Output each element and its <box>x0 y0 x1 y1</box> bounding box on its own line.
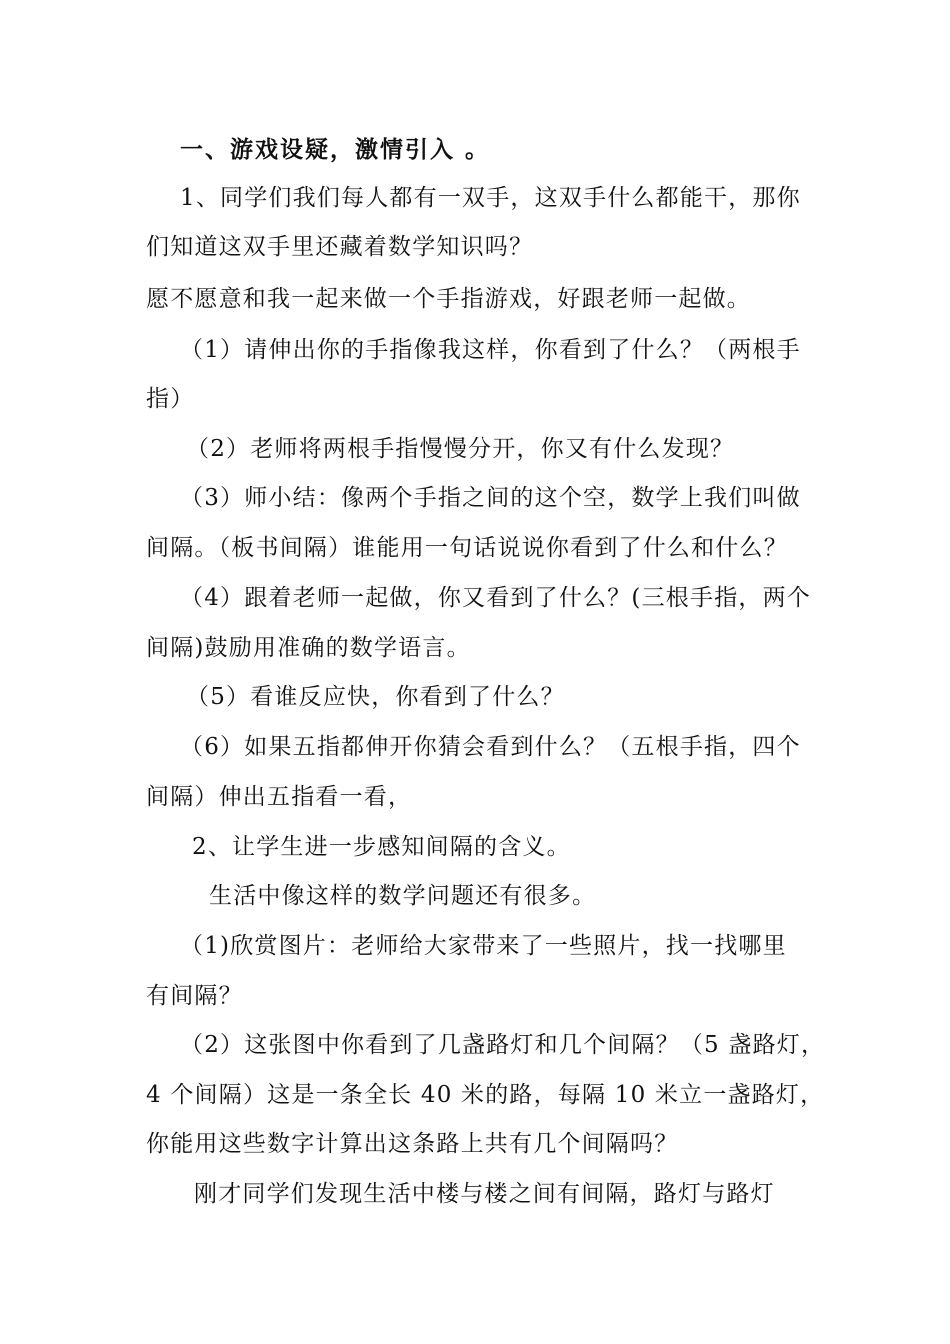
paragraph-line: （5）看谁反应快，你看到了什么？ <box>186 684 565 710</box>
paragraph-line: （2）老师将两根手指慢慢分开，你又有什么发现？ <box>186 436 735 462</box>
paragraph-line: 间隔。（板书间隔）谁能用一句话说说你看到了什么和什么？ <box>146 535 788 561</box>
paragraph-line: （6）如果五指都伸开你猜会看到什么？（五根手指，四个 <box>180 734 801 760</box>
paragraph-line: 间隔）伸出五指看一看， <box>146 784 413 810</box>
paragraph-line: （1)欣赏图片：老师给大家带来了一些照片，找一找哪里 <box>180 933 787 959</box>
paragraph-line: 4 个间隔）这是一条全长 40 米的路，每隔 10 米立一盏路灯， <box>146 1082 825 1108</box>
paragraph-line: 刚才同学们发现生活中楼与楼之间有间隔，路灯与路灯 <box>194 1181 775 1207</box>
paragraph-line: 有间隔？ <box>146 983 243 1009</box>
paragraph-line: 间隔)鼓励用准确的数学语言。 <box>146 635 471 661</box>
paragraph-line: 2、让学生进一步感知间隔的含义。 <box>192 834 571 860</box>
paragraph-line: 指） <box>146 386 195 412</box>
paragraph-line: （4）跟着老师一起做，你又看到了什么？(三根手指，两个 <box>180 585 812 611</box>
paragraph-line: （3）师小结：像两个手指之间的这个空，数学上我们叫做 <box>180 485 801 511</box>
paragraph-line: 生活中像这样的数学问题还有很多。 <box>209 883 597 909</box>
paragraph-line: 1、同学们我们每人都有一双手，这双手什么都能干，那你 <box>180 185 801 211</box>
paragraph-line: 们知道这双手里还藏着数学知识吗？ <box>146 234 534 260</box>
paragraph-line: 愿不愿意和我一起来做一个手指游戏，好跟老师一起做。 <box>146 286 751 312</box>
paragraph-line: 你能用这些数字计算出这条路上共有几个间隔吗？ <box>146 1131 679 1157</box>
paragraph-line: （2）这张图中你看到了几盏路灯和几个间隔？（5 盏路灯， <box>180 1032 826 1058</box>
paragraph-line: （1）请伸出你的手指像我这样，你看到了什么？（两根手 <box>180 337 801 363</box>
section-heading: 一、游戏设疑，激情引入 。 <box>180 136 491 163</box>
